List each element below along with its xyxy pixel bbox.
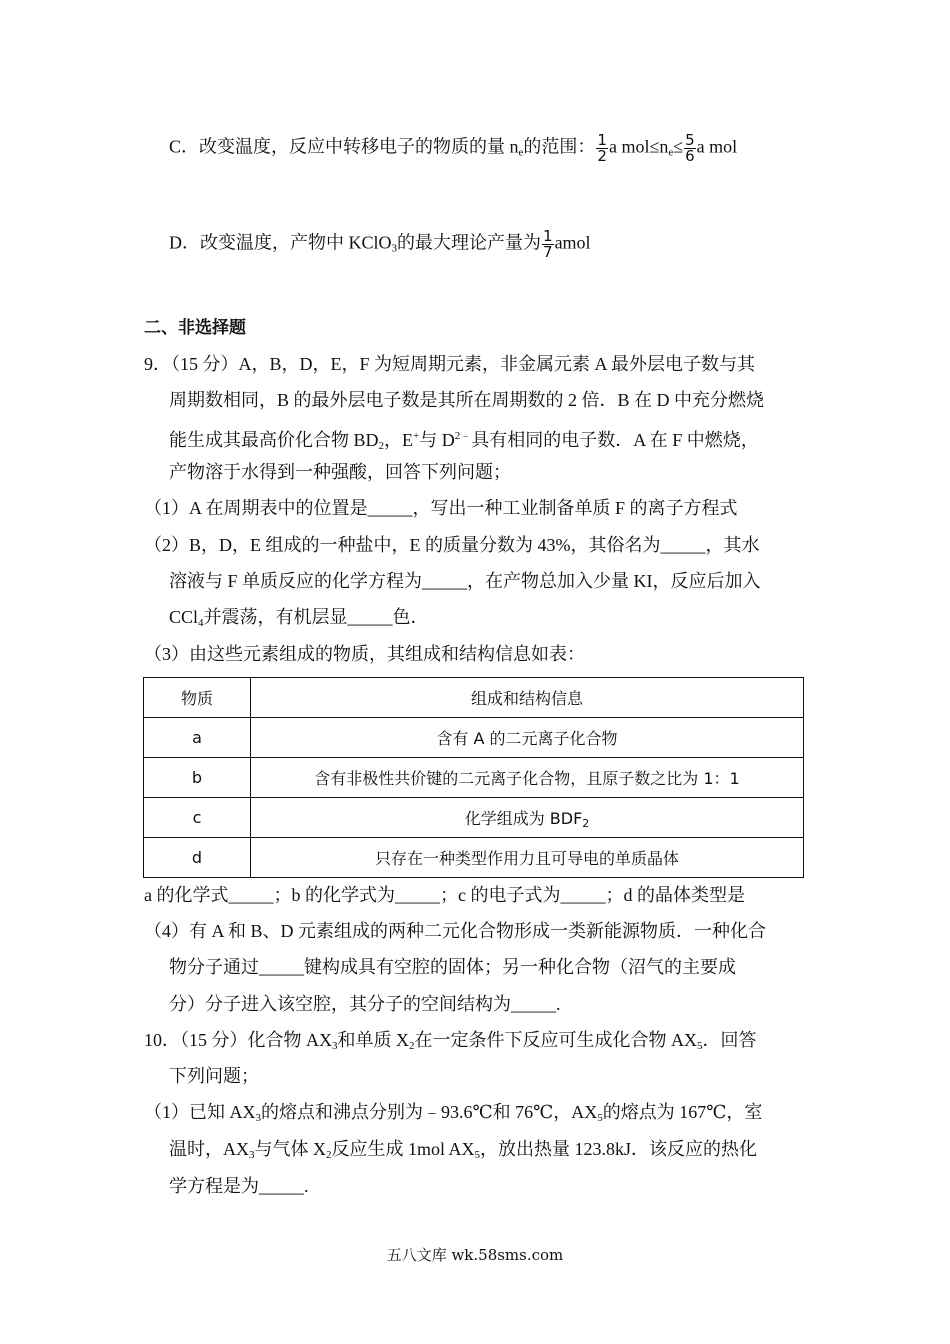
q10-part-1-line-2: 温时，$AX_3$与气体 $X_2$反应生成 1mol $AX_5$，放出热量 123.8kJ．该反应的热化 [169,1139,758,1161]
fraction-five-sixths: $\frac{5}{6}$ [685,131,695,165]
table-header-cell: 组成和结构信息 [251,678,804,718]
table-header-row [144,678,804,718]
q10-line-1: 10．（15 分）化合物 $AX_3$和单质 $X_2$在一定条件下反应可生成化合物 $AX_5$．回答 [144,1030,757,1052]
fraction-one-seventh: $\frac{1}{7}$ [543,227,553,261]
section-title: 二、非选择题 [144,318,246,338]
q9-line-4: 产物溶于水得到一种强酸，回答下列问题； [169,462,511,482]
table-cell: d [144,838,251,878]
q10-part-1-line-3: 学方程是为_____. [169,1176,309,1196]
q9-line-3: 能生成其最高价化合物 $BD_2$，E+与 $D^{2﹣}$具有相同的电子数．A 在 F 中燃烧， [169,430,759,452]
option-c: C．改变温度，反应中转移电子的物质的量 $n_e$的范围： $\frac{1}{2}$ a $mol\le n_e\le$ $\frac{5}{6}$ a mol [169,131,738,165]
q9-part-2-line-3: CCl$_4$并震荡，有机层显_____色． [169,607,429,629]
option-d: D．改变温度，产物中 KClO$_3$的最大理论产量为 $\frac{1}{7}$ amol [169,227,591,261]
table-row [144,838,804,878]
q9-line-1: 9．（15 分）A，B，D，E，F 为短周期元素，非金属元素 A 最外层电子数与其 [144,354,756,374]
table-row [144,758,804,798]
q9-part-4-line-3: 分）分子进入该空腔，其分子的空间结构为_____. [169,994,561,1014]
fraction-one-half: $\frac{1}{2}$ [597,131,607,165]
composition-table [143,677,804,878]
table-cell: 化学组成为 $BDF_2$ [251,798,804,838]
q9-part-2-line-1: （2）B，D，E 组成的一种盐中，E 的质量分数为 43%，其俗名为_____，其水 [144,535,760,555]
table-row [144,718,804,758]
table-cell: 含有非极性共价键的二元离子化合物，且原子数之比为 1：1 [251,758,804,798]
q9-part-4-line-2: 物分子通过_____键构成具有空腔的固体；另一种化合物（沼气的主要成 [169,957,736,977]
page-footer: 五八文库 wk.58sms.com [386,1246,564,1264]
q9-part-1: （1）A 在周期表中的位置是_____，写出一种工业制备单质 F 的离子方程式 [144,498,738,518]
q9-part-4-line-1: （4）有 A 和 B、D 元素组成的两种二元化合物形成一类新能源物质．一种化合 [144,921,767,941]
table-cell: c [144,798,251,838]
table-cell: 含有 A 的二元离子化合物 [251,718,804,758]
q9-line-2: 周期数相同，B 的最外层电子数是其所在周期数的 2 倍．B 在 D 中充分燃烧 [169,390,765,410]
table-cell: b [144,758,251,798]
q10-part-1-line-1: （1）已知 $AX_3$的熔点和沸点分别为﹣93.6℃和 76℃，$AX_5$的熔点为 167℃，室 [144,1102,763,1124]
table-header-cell: 物质 [144,678,251,718]
table-cell: 只存在一种类型作用力且可导电的单质晶体 [251,838,804,878]
table-row [144,798,804,838]
q10-line-2: 下列问题； [169,1066,259,1086]
q9-part-3: （3）由这些元素组成的物质，其组成和结构信息如表： [144,644,585,664]
q9-after-table: a 的化学式_____；b 的化学式为_____；c 的电子式为_____；d 的晶体类型是 [144,885,745,905]
table-cell: a [144,718,251,758]
q9-part-2-line-2: 溶液与 F 单质反应的化学方程为_____，在产物总加入少量 KI，反应后加入 [169,571,761,591]
